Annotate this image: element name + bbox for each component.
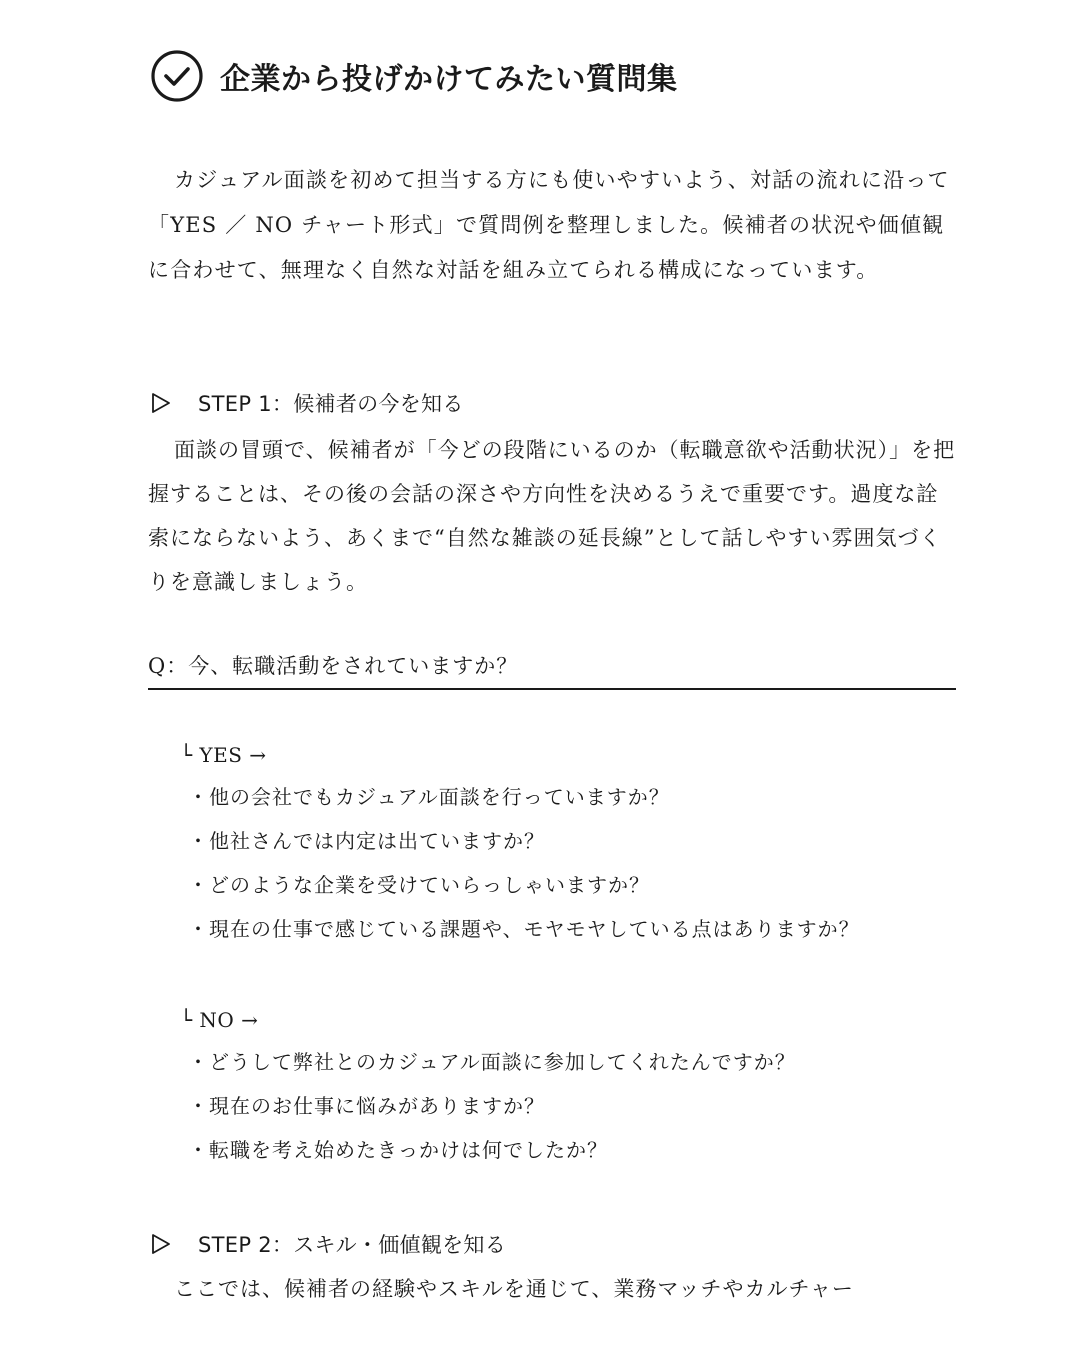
page-title: 企業から投げかけてみたい質問集 bbox=[220, 62, 678, 97]
list-item: ・ 他の会社でもカジュアル面談を行っていますか？ bbox=[188, 775, 860, 819]
list-item: ・ 転職を考え始めたきっかけは何でしたか？ bbox=[188, 1128, 796, 1172]
no-branch-label: └ NO → bbox=[180, 1008, 259, 1032]
no-question-list bbox=[180, 1040, 796, 1172]
yes-branch-label: └ YES → bbox=[180, 743, 267, 767]
yes-question-list bbox=[180, 775, 860, 951]
title-row bbox=[150, 48, 678, 104]
yes-branch bbox=[180, 735, 860, 951]
list-item: ・ 現在のお仕事に悩みがありますか？ bbox=[188, 1084, 796, 1128]
list-item: ・ 他社さんでは内定は出ていますか？ bbox=[188, 819, 860, 863]
list-item: ・ 現在の仕事で感じている課題や、モヤモヤしている点はありますか？ bbox=[188, 907, 860, 951]
step1-heading-label: STEP 1：候補者の今を知る bbox=[198, 392, 464, 416]
step2-heading-label: STEP 2：スキル・価値観を知る bbox=[198, 1233, 507, 1257]
triangle-right-icon bbox=[150, 392, 172, 414]
step1-heading bbox=[150, 388, 464, 418]
list-item: ・ どのような企業を受けていらっしゃいますか？ bbox=[188, 863, 860, 907]
step1-body: 面談の冒頭で、候補者が「今どの段階にいるのか（転職意欲や活動状況）」を把握することは、その後の会話の深さや方向性を決めるうえで重要です。過度な詮索にならないよう、あくまで“自然な雑談の延長線”として話しやすい雰囲気づくりを意識しましょう。 bbox=[148, 438, 956, 594]
intro-paragraph: カジュアル面談を初めて担当する方にも使いやすいよう、対話の流れに沿って「YES ／ NO チャート形式」で質問例を整理しました。候補者の状況や価値観に合わせて、無理なく自然な対話を組み立てられる構成になっています。 bbox=[148, 168, 950, 282]
check-circle-icon bbox=[150, 49, 204, 103]
list-item: ・ どうして弊社とのカジュアル面談に参加してくれたんですか？ bbox=[188, 1040, 796, 1084]
step2-heading bbox=[150, 1229, 506, 1259]
triangle-right-icon bbox=[150, 1233, 172, 1255]
no-branch bbox=[180, 1000, 796, 1172]
step2-body: ここでは、候補者の経験やスキルを通じて、業務マッチやカルチャー bbox=[174, 1277, 854, 1301]
question-heading: Q：今、転職活動をされていますか？ bbox=[148, 650, 956, 690]
